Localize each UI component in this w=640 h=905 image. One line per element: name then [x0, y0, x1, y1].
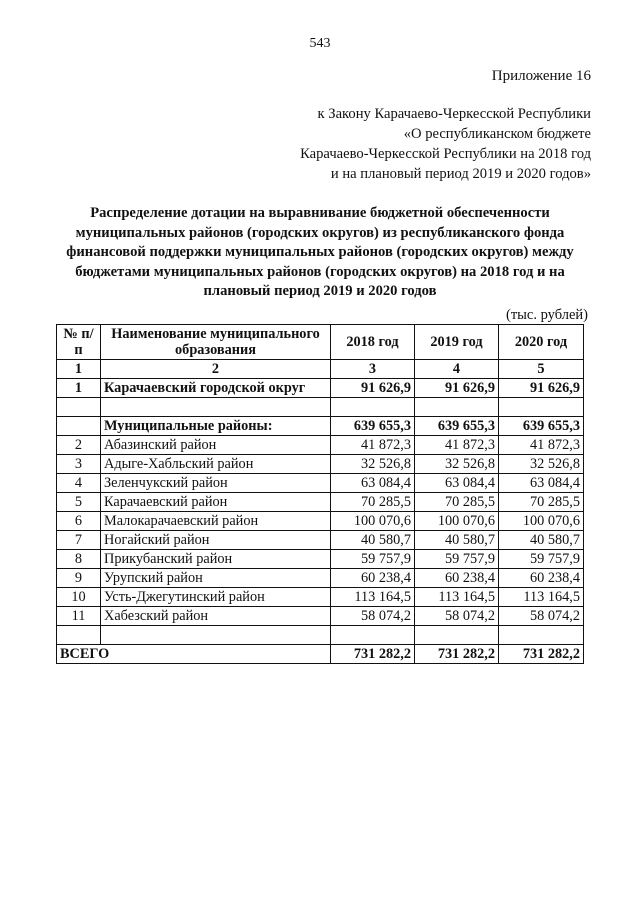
value-2019: 40 580,7 [415, 531, 499, 550]
value-2019: 41 872,3 [415, 436, 499, 455]
table-row [57, 550, 584, 569]
table-header-row [57, 325, 584, 360]
column-number-row [57, 360, 584, 379]
table-row [57, 588, 584, 607]
column-number: 4 [415, 360, 499, 379]
row-number: 1 [57, 379, 101, 398]
row-number: 9 [57, 569, 101, 588]
law-reference-line: и на плановый период 2019 и 2020 годов» [330, 166, 591, 182]
value-2018: 60 238,4 [331, 569, 415, 588]
value-2018: 70 285,5 [331, 493, 415, 512]
value-2020: 70 285,5 [499, 493, 584, 512]
value-2020: 113 164,5 [499, 588, 584, 607]
page-number: 543 [309, 36, 331, 51]
value-2018: 32 526,8 [331, 455, 415, 474]
table-row [57, 436, 584, 455]
value-2020: 63 084,4 [499, 474, 584, 493]
table-row [57, 455, 584, 474]
table-row [57, 512, 584, 531]
row-number: 6 [57, 512, 101, 531]
value-2020: 59 757,9 [499, 550, 584, 569]
row-name: Адыге-Хабльский район [101, 455, 331, 474]
row-number: 4 [57, 474, 101, 493]
value-2019: 70 285,5 [415, 493, 499, 512]
value-2019: 100 070,6 [415, 512, 499, 531]
row-number: 2 [57, 436, 101, 455]
value-2018: 731 282,2 [331, 645, 415, 664]
row-name: Абазинский район [101, 436, 331, 455]
value-2020: 32 526,8 [499, 455, 584, 474]
row-name: Прикубанский район [101, 550, 331, 569]
value-2018: 40 580,7 [331, 531, 415, 550]
row-name: Карачаевский район [101, 493, 331, 512]
row-number: 8 [57, 550, 101, 569]
value-2019: 639 655,3 [415, 417, 499, 436]
appendix-label: Приложение 16 [491, 68, 591, 84]
row-number: 10 [57, 588, 101, 607]
row-name: Муниципальные районы: [101, 417, 331, 436]
row-number: 7 [57, 531, 101, 550]
row-number: 11 [57, 607, 101, 626]
table-row [57, 569, 584, 588]
districts-subtotal-row [57, 417, 584, 436]
value-2018: 91 626,9 [331, 379, 415, 398]
value-2018: 113 164,5 [331, 588, 415, 607]
row-name: ВСЕГО [57, 645, 331, 664]
value-2019: 32 526,8 [415, 455, 499, 474]
law-reference [300, 104, 591, 184]
row-name: Карачаевский городской округ [101, 379, 331, 398]
column-number: 3 [331, 360, 415, 379]
value-2020: 91 626,9 [499, 379, 584, 398]
row-name: Зеленчукский район [101, 474, 331, 493]
value-2019: 63 084,4 [415, 474, 499, 493]
law-reference-line: «О республиканском бюджете [403, 126, 591, 142]
row-name: Ногайский район [101, 531, 331, 550]
empty-row [57, 626, 584, 645]
value-2018: 41 872,3 [331, 436, 415, 455]
row-name: Усть-Джегутинский район [101, 588, 331, 607]
row-name: Хабезский район [101, 607, 331, 626]
value-2019: 91 626,9 [415, 379, 499, 398]
value-2020: 100 070,6 [499, 512, 584, 531]
value-2020: 731 282,2 [499, 645, 584, 664]
empty-row [57, 398, 584, 417]
header-2018: 2018 год [331, 325, 415, 360]
column-number: 1 [57, 360, 101, 379]
value-2019: 60 238,4 [415, 569, 499, 588]
dotation-table [56, 324, 584, 664]
value-2020: 639 655,3 [499, 417, 584, 436]
header-2019: 2019 год [415, 325, 499, 360]
row-number: 5 [57, 493, 101, 512]
value-2018: 58 074,2 [331, 607, 415, 626]
value-2020: 58 074,2 [499, 607, 584, 626]
table-row [57, 474, 584, 493]
column-number: 5 [499, 360, 584, 379]
row-name: Урупский район [101, 569, 331, 588]
table-row [57, 493, 584, 512]
table-row [57, 531, 584, 550]
value-2019: 113 164,5 [415, 588, 499, 607]
header-name: Наименование муниципального образования [101, 325, 331, 360]
value-2019: 58 074,2 [415, 607, 499, 626]
value-2018: 639 655,3 [331, 417, 415, 436]
value-2020: 41 872,3 [499, 436, 584, 455]
total-row [57, 645, 584, 664]
table-row [57, 607, 584, 626]
units-label: (тыс. рублей) [506, 307, 588, 323]
city-row [57, 379, 584, 398]
value-2019: 59 757,9 [415, 550, 499, 569]
header-2020: 2020 год [499, 325, 584, 360]
header-number: № п/п [57, 325, 101, 360]
value-2018: 63 084,4 [331, 474, 415, 493]
value-2019: 731 282,2 [415, 645, 499, 664]
value-2018: 59 757,9 [331, 550, 415, 569]
value-2020: 40 580,7 [499, 531, 584, 550]
document-title: Распределение дотации на выравнивание бюджетной обеспеченности муниципальных районов (городских округов) из республиканского фонда финансовой поддержки муниципальных районов (городских округов) между бюджетами муниципальных районов (городских округов) на 2018 год и на плановый период 2019 и 2020 годов [66, 205, 574, 299]
value-2018: 100 070,6 [331, 512, 415, 531]
law-reference-line: к Закону Карачаево-Черкесской Республики [317, 106, 591, 122]
column-number: 2 [101, 360, 331, 379]
row-name: Малокарачаевский район [101, 512, 331, 531]
law-reference-line: Карачаево-Черкесской Республики на 2018 год [300, 146, 591, 162]
value-2020: 60 238,4 [499, 569, 584, 588]
row-number: 3 [57, 455, 101, 474]
